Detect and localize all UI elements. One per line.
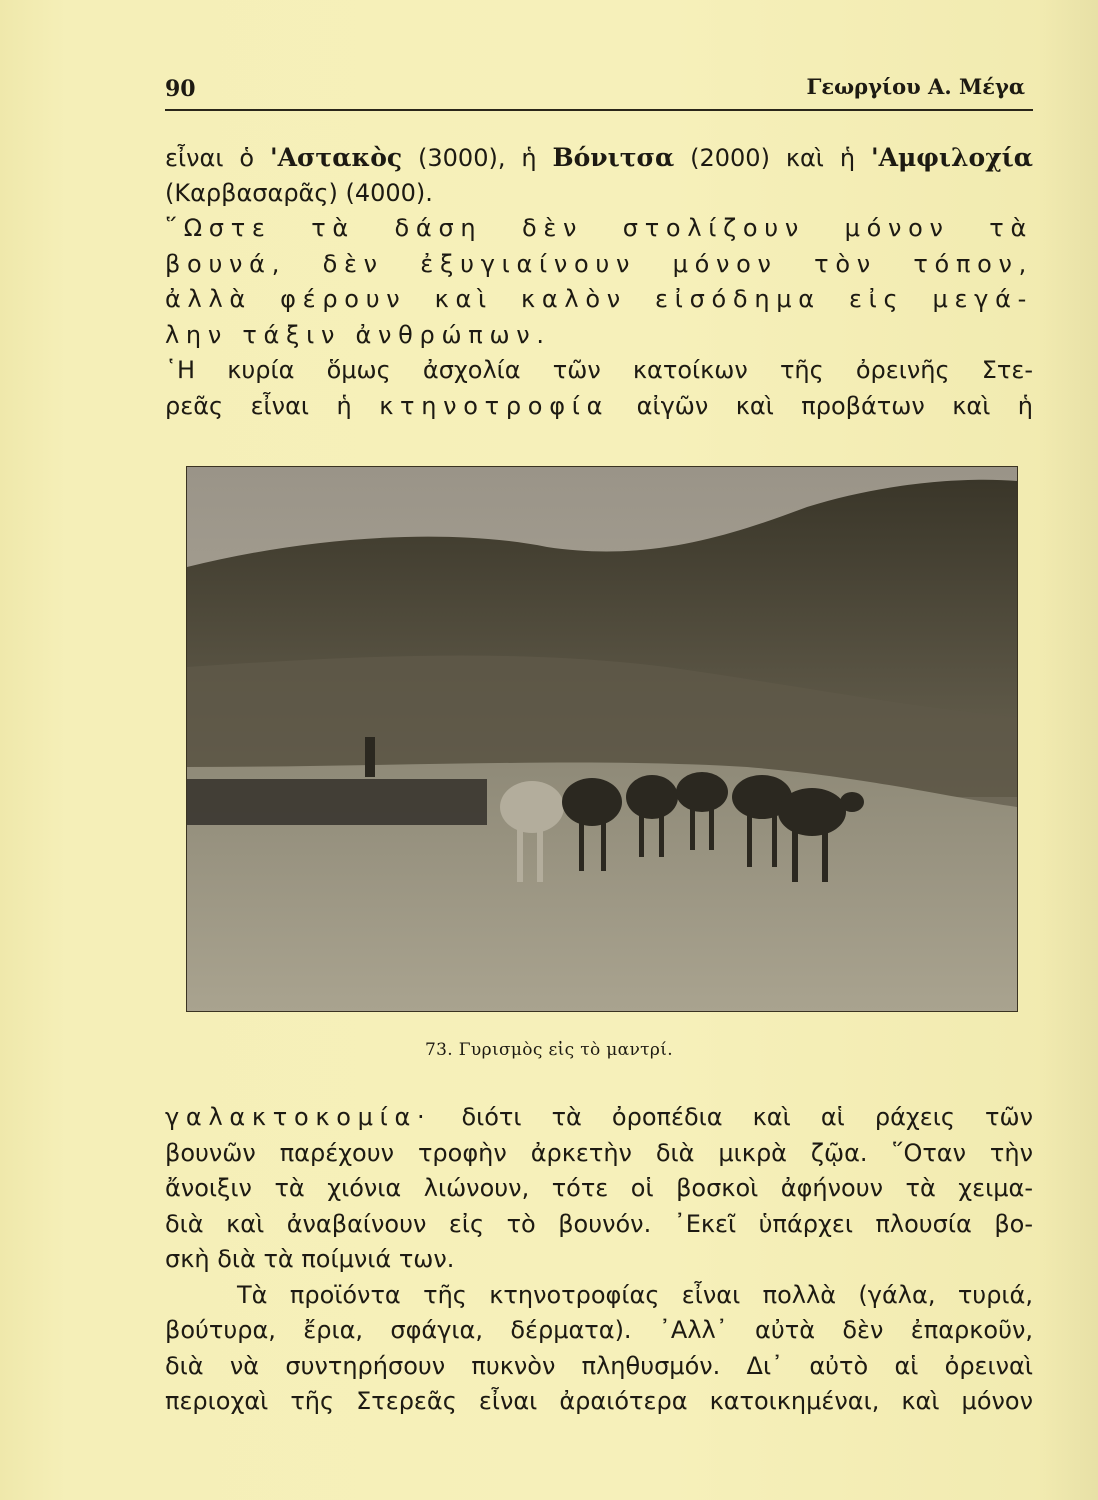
spaced-term: γαλακτοκομία· <box>165 1103 432 1131</box>
header-rule <box>165 109 1033 111</box>
running-head: Γεωργίου Α. Μέγα <box>806 74 1025 99</box>
page-number: 90 <box>165 76 196 102</box>
paragraph-block-bottom <box>165 1100 1033 1420</box>
text-line: γαλακτοκομία· διότι τὰ ὀροπέδια καὶ αἱ ράχεις τῶν <box>165 1103 1033 1131</box>
text-line: διὰ καὶ ἀναβαίνουν εἰς τὸ βουνόν. ᾿Εκεῖ ὑπάρχει πλουσία βο- <box>165 1209 1033 1238</box>
text-line: (Καρβασαρᾶς) (4000). <box>165 178 433 207</box>
text-line: Τὰ προϊόντα τῆς κτηνοτροφίας εἶναι πολλὰ (γάλα, τυριά, <box>237 1280 1033 1309</box>
photo-illustration <box>187 467 1017 1011</box>
paragraph-block-top <box>165 140 1033 424</box>
text-line-spaced: ἀλλὰ φέρουν καὶ καλὸν εἰσόδημα εἰς μεγά- <box>165 285 1033 313</box>
text-line-spaced: βουνά, δὲν ἐξυγιαίνουν μόνον τὸν τόπον, <box>165 249 1033 278</box>
text-line: ῾Η κυρία ὅμως ἀσχολία τῶν κατοίκων τῆς ὀρεινῆς Στε- <box>165 356 1033 384</box>
page-header <box>165 70 1025 110</box>
text-line: περιοχαὶ τῆς Στερεᾶς εἶναι ἀραιότερα κατοικημέναι, καὶ μόνον <box>165 1387 1033 1415</box>
spaced-term: κτηνοτροφία <box>379 391 610 420</box>
text-line: ἄνοιξιν τὰ χιόνια λιώνουν, τότε οἱ βοσκοὶ ἀφήνουν τὰ χειμα- <box>165 1174 1033 1202</box>
figure-photo-flock <box>186 466 1018 1012</box>
bold-place-name: 'Αστακὸς <box>269 143 403 172</box>
text-line: διὰ νὰ συντηρήσουν πυκνὸν πληθυσμόν. Δι᾿ αὐτὸ αἱ ὀρειναὶ <box>165 1351 1033 1380</box>
figure-caption: 73. Γυρισμὸς εἰς τὸ μαντρί. <box>425 1040 673 1060</box>
text-line: βούτυρα, ἔρια, σφάγια, δέρματα). ᾿Αλλ᾿ αὐτὰ δὲν ἐπαρκοῦν, <box>165 1316 1033 1344</box>
bold-place-name: Βόνιτσα <box>552 143 675 172</box>
text-line: σκὴ διὰ τὰ ποίμνιά των. <box>165 1245 455 1273</box>
page-spine-shadow <box>1038 0 1098 1500</box>
text-line: ρεᾶς εἶναι ἡ κτηνοτροφία αἰγῶν καὶ προβάτων καὶ ἡ <box>165 391 1033 420</box>
shepherd-figure <box>365 737 375 777</box>
text-line-spaced: λην τάξιν ἀνθρώπων. <box>165 320 551 349</box>
text-line-spaced: ῞Ωστε τὰ δάση δὲν στολίζουν μόνον τὰ <box>165 214 1033 242</box>
stone-wall-fold <box>187 779 487 825</box>
text-line: βουνῶν παρέχουν τροφὴν ἀρκετὴν διὰ μικρὰ ζῷα. ῞Οταν τὴν <box>165 1138 1033 1167</box>
bold-place-name: 'Αμφιλοχία <box>870 143 1034 172</box>
text-line: εἶναι ὁ 'Αστακὸς (3000), ἡ Βόνιτσα (2000) καὶ ἡ 'Αμφιλοχία <box>165 143 1034 172</box>
